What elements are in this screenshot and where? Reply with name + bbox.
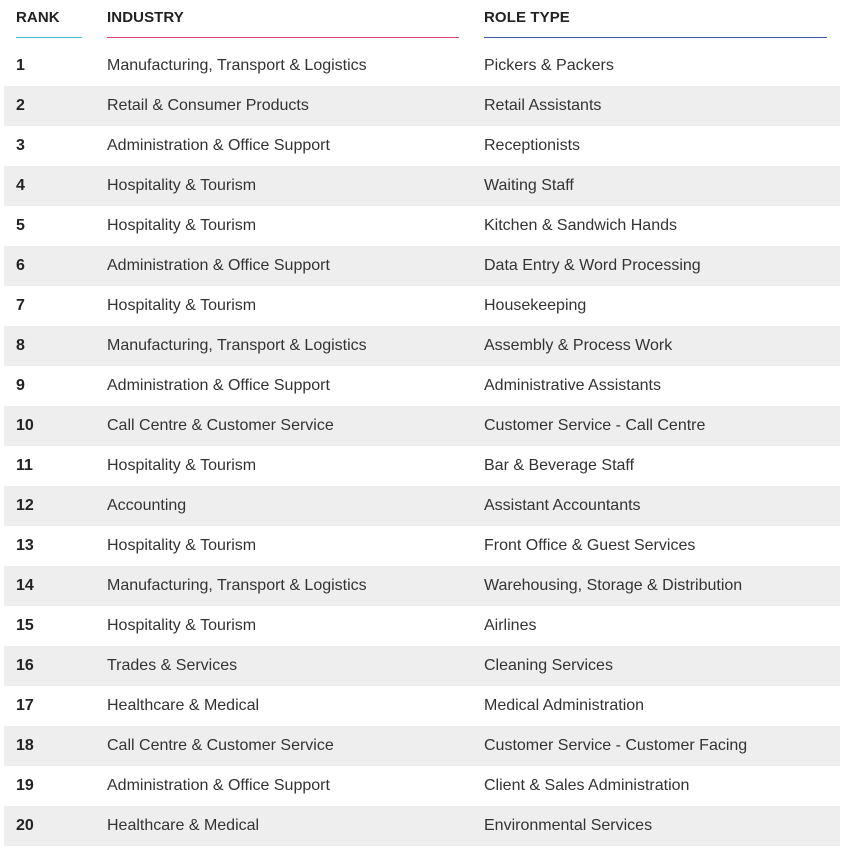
rank-cell: 3 (16, 137, 25, 154)
industry-cell: Trades & Services (107, 657, 238, 674)
column-header-rank: RANK (16, 9, 60, 26)
industry-cell: Hospitality & Tourism (107, 457, 257, 474)
role-type-cell: Customer Service - Call Centre (484, 417, 706, 434)
industry-cell: Administration & Office Support (107, 377, 330, 394)
role-type-cell: Administrative Assistants (484, 377, 661, 394)
industry-cell: Healthcare & Medical (107, 697, 260, 714)
rank-cell: 7 (16, 297, 25, 314)
role-type-cell: Customer Service - Customer Facing (484, 737, 748, 754)
industry-cell: Retail & Consumer Products (107, 97, 309, 114)
table-row (4, 686, 840, 726)
rank-cell: 13 (16, 537, 34, 554)
rank-cell: 11 (16, 457, 33, 474)
table-row (4, 766, 840, 806)
table-row (4, 806, 840, 846)
table-row (4, 486, 840, 526)
role-type-cell: Receptionists (484, 137, 581, 154)
table-row (4, 246, 840, 286)
role-type-cell: Bar & Beverage Staff (484, 457, 635, 474)
table-row (4, 86, 840, 126)
role-type-cell: Housekeeping (484, 297, 587, 314)
column-header-role-type: ROLE TYPE (484, 9, 570, 26)
rank-cell: 15 (16, 617, 34, 634)
role-type-cell: Airlines (484, 617, 537, 634)
table-row (4, 166, 840, 206)
role-type-cell: Assembly & Process Work (484, 337, 673, 354)
role-type-cell: Assistant Accountants (484, 497, 641, 514)
industry-cell: Accounting (107, 497, 187, 514)
industry-header-underline (107, 37, 459, 38)
rank-cell: 20 (16, 817, 34, 834)
table-header (0, 0, 845, 46)
table-row (4, 366, 840, 406)
industry-cell: Hospitality & Tourism (107, 297, 257, 314)
table-row (4, 606, 840, 646)
rank-header-underline (16, 37, 82, 38)
rank-cell: 12 (16, 497, 34, 514)
role-type-cell: Waiting Staff (484, 177, 574, 194)
role-type-cell: Pickers & Packers (484, 57, 614, 74)
table-row (4, 526, 840, 566)
rank-cell: 1 (16, 57, 25, 74)
column-header-industry: INDUSTRY (107, 9, 184, 26)
industry-cell: Manufacturing, Transport & Logistics (107, 577, 367, 594)
table-row (4, 726, 840, 766)
table-row (4, 406, 840, 446)
table-row (4, 286, 840, 326)
role-type-cell: Front Office & Guest Services (484, 537, 696, 554)
rank-cell: 19 (16, 777, 34, 794)
role-type-cell: Retail Assistants (484, 97, 602, 114)
role-header-underline (484, 37, 827, 38)
rank-cell: 10 (16, 417, 34, 434)
role-type-cell: Medical Administration (484, 697, 645, 714)
table-row (4, 446, 840, 486)
table-body (4, 46, 840, 846)
industry-cell: Administration & Office Support (107, 257, 330, 274)
industry-cell: Hospitality & Tourism (107, 177, 257, 194)
table-row (4, 206, 840, 246)
role-type-cell: Environmental Services (484, 817, 653, 834)
role-type-cell: Client & Sales Administration (484, 777, 690, 794)
rank-cell: 5 (16, 217, 25, 234)
role-type-cell: Cleaning Services (484, 657, 613, 674)
rank-cell: 16 (16, 657, 34, 674)
rank-cell: 2 (16, 97, 25, 114)
rank-cell: 18 (16, 737, 34, 754)
industry-cell: Manufacturing, Transport & Logistics (107, 337, 367, 354)
role-type-cell: Warehousing, Storage & Distribution (484, 577, 743, 594)
table-row (4, 646, 840, 686)
industry-cell: Hospitality & Tourism (107, 537, 257, 554)
rank-cell: 6 (16, 257, 25, 274)
industry-cell: Manufacturing, Transport & Logistics (107, 57, 367, 74)
role-type-cell: Data Entry & Word Processing (484, 257, 701, 274)
table-row (4, 126, 840, 166)
role-type-cell: Kitchen & Sandwich Hands (484, 217, 677, 234)
table-row (4, 566, 840, 606)
table-row (4, 326, 840, 366)
industry-cell: Administration & Office Support (107, 777, 330, 794)
rank-cell: 17 (16, 697, 34, 714)
rank-cell: 8 (16, 337, 25, 354)
table-row (4, 46, 840, 86)
industry-cell: Call Centre & Customer Service (107, 737, 334, 754)
industry-cell: Hospitality & Tourism (107, 217, 257, 234)
industry-cell: Administration & Office Support (107, 137, 330, 154)
rank-cell: 9 (16, 377, 25, 394)
industry-cell: Call Centre & Customer Service (107, 417, 334, 434)
rank-cell: 14 (16, 577, 34, 594)
industry-cell: Hospitality & Tourism (107, 617, 257, 634)
rank-cell: 4 (16, 177, 25, 194)
industry-cell: Healthcare & Medical (107, 817, 260, 834)
